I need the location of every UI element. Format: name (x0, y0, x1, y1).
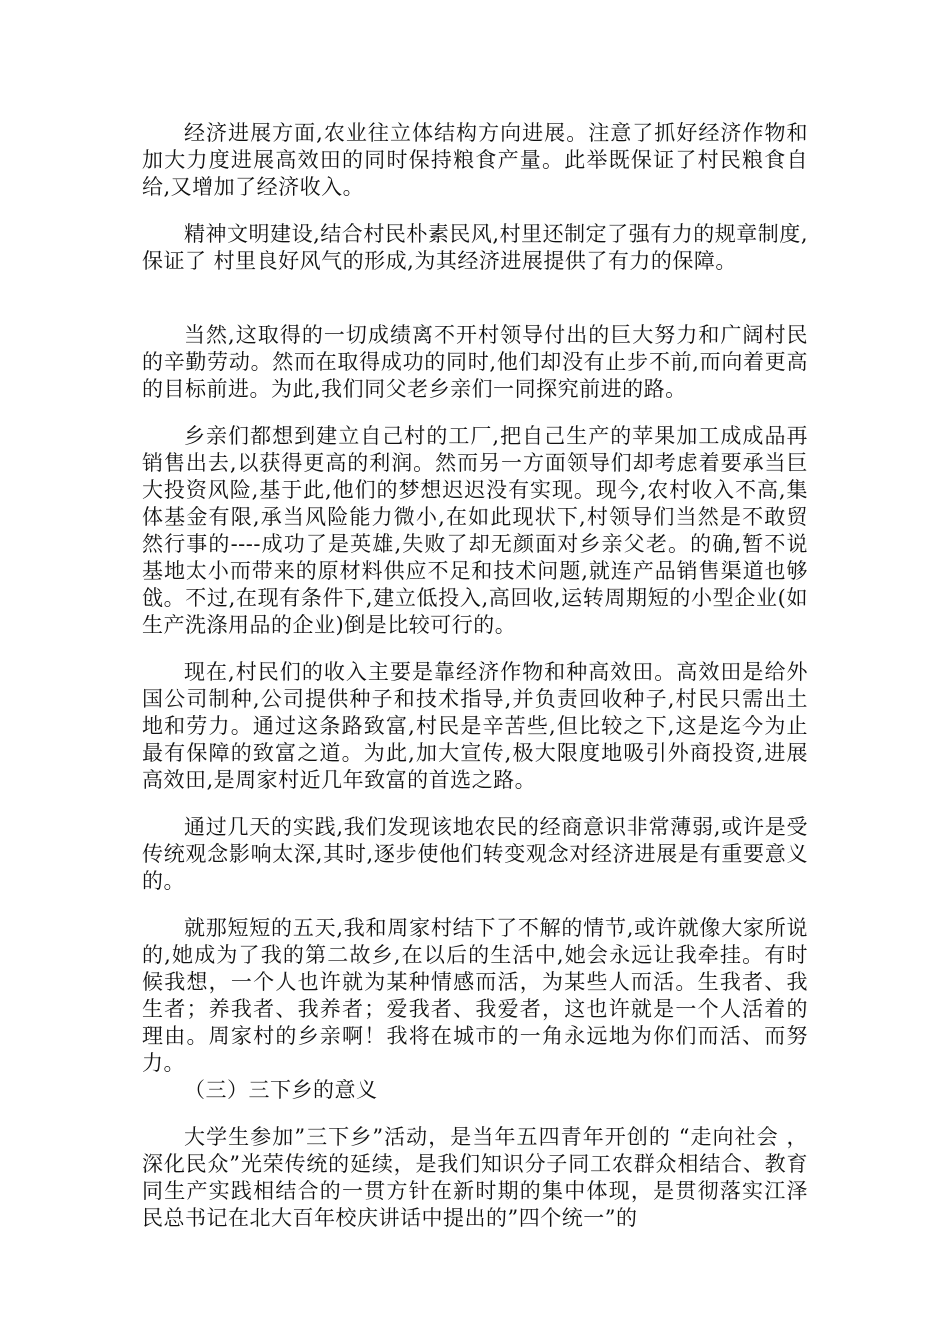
paragraph-economy: 经济进展方面,农业往立体结构方向进展。注意了抓好经济作物和加大力度进展高效田的同时保持粮食产量。此举既保证了村民粮食自给,又增加了经济收入。 (142, 121, 808, 199)
section-heading: （三）三下乡的意义 (184, 1078, 378, 1102)
paragraph-factory: 乡亲们都想到建立自己村的工厂,把自己生产的苹果加工成成品再销售出去,以获得更高的利润。然而另一方面领导们却考虑着要承当巨大投资风险,基于此,他们的梦想迟迟没有实现。现今,农村收入不高,集体基金有限,承当风险能力微小,在如此现状下,村领导们当然是不敢贸然行事的----成功了是英雄,失败了却无颜面对乡亲父老。的确,暂不说基地太小而带来的原材料供应不足和技术问题,就连产品销售渠道也够戗。不过,在现有条件下,建立低投入,高回收,运转周期短的小型企业(如生产洗涤用品的企业)倒是比较可行的。 (142, 424, 808, 637)
paragraph-feelings: 就那短短的五天,我和周家村结下了不解的情节,或许就像大家所说的,她成为了我的第二故乡,在以后的生活中,她会永远让我牵挂。有时候我想，一个人也许就为某种情感而活，为某些人而活。生我者、我生者；养我者、我养者；爱我者、我爱者，这也许就是一个人活着的理由。周家村的乡亲啊！我将在城市的一角永远地为你们而活、而努力。 (142, 916, 808, 1075)
paragraph-practice: 通过几天的实践,我们发现该地农民的经商意识非常薄弱,或许是受传统观念影响太深,其时,逐步使他们转变观念对经济进展是有重要意义的。 (142, 815, 808, 893)
paragraph-civilization: 精神文明建设,结合村民朴素民风,村里还制定了强有力的规章制度,保证了 村里良好风气的形成,为其经济进展提供了有力的保障。 (142, 222, 808, 273)
paragraph-achievements: 当然,这取得的一切成绩离不开村领导付出的巨大努力和广阔村民的辛勤劳动。然而在取得成功的同时,他们却没有止步不前,而向着更高的目标前进。为此,我们同父老乡亲们一同探究前进的路。 (142, 323, 808, 401)
document-body (142, 120, 808, 1232)
paragraph-income: 现在,村民们的收入主要是靠经济作物和种高效田。高效田是给外国公司制种,公司提供种子和技术指导,并负责回收种子,村民只需出土地和劳力。通过这条路致富,村民是辛苦些,但比较之下,这是迄今为止最有保障的致富之道。为此,加大宣传,极大限度地吸引外商投资,进展高效田,是周家村近几年致富的首选之路。 (142, 660, 808, 792)
paragraph-significance: 大学生参加”三下乡”活动，是当年五四青年开创的 “走向社会 ，深化民众”光荣传统的延续，是我们知识分子同工农群众相结合、教育同生产实践相结合的一贯方针在新时期的集中体现，是贯彻落实江泽民总书记在北大百年校庆讲话中提出的”四个统一”的 (142, 1125, 808, 1230)
